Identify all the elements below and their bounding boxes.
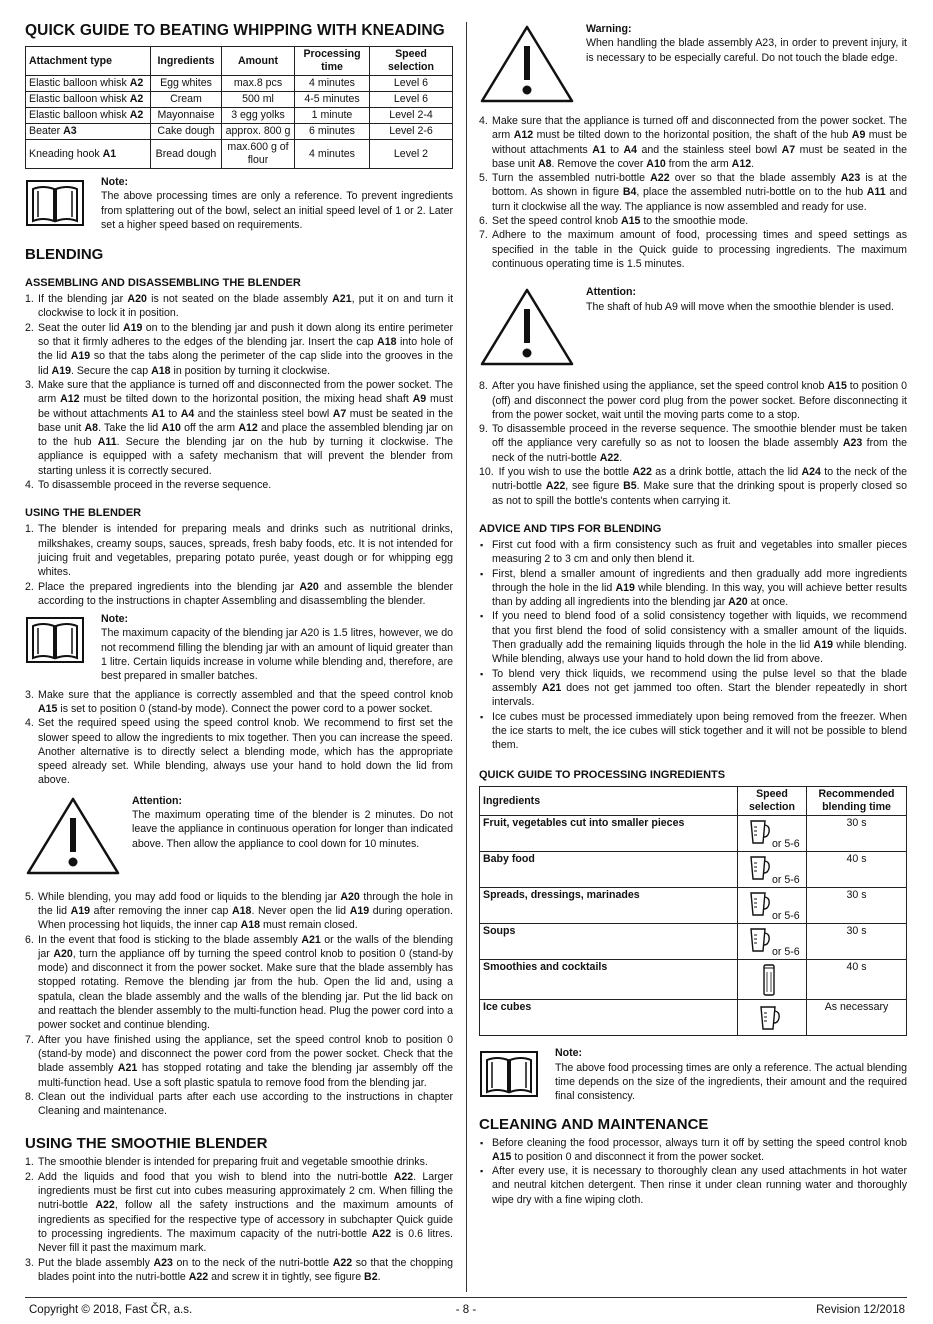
speed-alt: or 5-6 (772, 838, 800, 851)
list-item: 9. To disassemble proceed in the reverse sequence. The smoothie blender must be taken off the appliance very carefully so as not to loosen the blade assembly A23 from the neck of the nutri-bottle A22. (479, 423, 907, 464)
speed-alt: or 5-6 (772, 874, 800, 887)
footer-copyright: Copyright © 2018, Fast ČR, a.s. (29, 1304, 193, 1316)
list-item: ▪ First, blend a smaller amount of ingredients and then gradually add more ingredients through the hole in the lid A19 while blending. In this way, you will achieve better results than by adding all ingredients into the blending jar A20 at once. (480, 567, 907, 609)
attention-title: Attention: (586, 286, 637, 299)
th-time: Recommended blending time (807, 787, 907, 816)
list-item: 2. Add the liquids and food that you wish to blend into the nutri-bottle A22. Larger ingredients must be first cut into cubes measuring approximately 2 cm. When filling the nutri-bottle A22, follow all the safety instructions and the maximum amounts of ingredients as specified for the respective type of accessory in subchapter Quick guide to processing ingredients. The maximum capacity of the nutri-bottle A22 is 0.6 litres. Never fill it past the maximum mark. (25, 1170, 453, 1255)
cell-speed: Level 6 (370, 92, 453, 108)
cleaning-list (479, 1136, 907, 1207)
table-row (480, 1000, 907, 1036)
blender-jar-icon (748, 855, 770, 881)
advice-list (479, 538, 907, 752)
note-text: The above processing times are only a reference. To prevent ingredients from splattering out of the bowl, select an initial speed level of 1 or 2. Later set a higher speed based on requirements. (101, 190, 453, 231)
section-title-smoothie: USING THE SMOOTHIE BLENDER (25, 1135, 268, 1153)
cell-amount: 500 ml (222, 92, 295, 108)
note-box (25, 612, 453, 683)
table-row (480, 888, 907, 924)
attention-title: Attention: (132, 794, 183, 807)
column-divider (466, 22, 467, 1292)
cell-code: A1 (102, 147, 117, 160)
note-title: Note: (555, 1047, 583, 1060)
footer-page-number: - 8 - (455, 1304, 477, 1316)
speed-alt: or 5-6 (772, 910, 800, 923)
list-item: 1. The blender is intended for preparing meals and drinks such as nutritional drinks, milkshakes, creamy soups, sauces, spreads, fresh baby foods, etc. It is not intended for juicing fruit and vegetables, preparing potato purée, yeast dough or for whipping egg whites. (25, 523, 453, 579)
cell-time: 40 s (807, 852, 907, 888)
cell-speed: Level 2 (370, 140, 453, 169)
speed-alt: or 5-6 (772, 946, 800, 959)
subsection-title: QUICK GUIDE TO PROCESSING INGREDIENTS (479, 769, 726, 782)
cell-ingredient: Bread dough (151, 140, 222, 169)
cell-attachment: Elastic balloon whisk (29, 77, 130, 89)
th-speed: Speed selection (370, 47, 453, 76)
list-item: 8. After you have finished using the appliance, set the speed control knob A15 to position 0 (off) and disconnect the power cord plug from the power socket. Before disconnecting it from the power socket, wait until the moving parts come to a stop. (479, 380, 907, 421)
th-ingredients: Ingredients (151, 47, 222, 76)
list-item: 6. In the event that food is sticking to the blade assembly A21 or the walls of the blending jar A20, turn the appliance off by turning the speed control knob to position 0 (stand-by mode) and disconnect it from the power socket. Make sure that the blade assembly has stopped rotating. Remove the blending jar from the hub. Open the lid and, using a spatula, clean the blade assembly and the walls of the blending jar. Put the lid back on and reattach the blender assembly to the multi-function head. Plug the power cord into a power socket and continue blending. (25, 933, 454, 1032)
subsection-title: USING THE BLENDER (25, 507, 142, 520)
list-item: 4. Make sure that the appliance is turned off and disconnected from the power socket. The arm A12 must be tilted down to the horizontal position, the shaft of the hub A9 must be without attachments A1 to A4 and the stainless steel bowl A7 must be seated in the base unit A8. Remove the cover A10 from the arm A12. (479, 115, 907, 170)
th-ingredients: Ingredients (480, 787, 738, 816)
list-item: ▪ To blend very thick liquids, we recommend using the pulse level so that the blade assembly A21 does not get jammed too often. Start the blender repeatedly in short intervals. (480, 667, 907, 709)
open-book-icon (25, 616, 85, 664)
note-title: Note: (101, 613, 129, 626)
attention-text: The maximum operating time of the blender is 2 minutes. Do not leave the appliance in continuous operation for longer than indicated above. Then allow the appliance to cool down for 10 minutes. (132, 808, 453, 850)
table-row (480, 960, 907, 1000)
note-text: The maximum capacity of the blending jar A20 is 1.5 litres, however, we do not recommend filling the blending jar with an amount of liquid greater than 1 litre. Certain liquids increase in volume while blending and, therefore, are best prepared in smaller batches. (101, 627, 453, 683)
smoothie-steps-final (479, 379, 907, 508)
list-item: 6. Set the speed control knob A15 to the smoothie mode. (479, 215, 749, 228)
assembling-steps (25, 292, 453, 492)
cell-ingredient: Cream (151, 92, 222, 108)
list-item: 4. Set the required speed using the speed control knob. We recommend to first set the slower speed to allow the ingredients to mix together. Then you can increase the speed. Another alternative is to directly select a blending mode, which has the appropriate speed already set. While blending, always use your hand to hold down the lid from above. (25, 717, 453, 787)
cell-attachment: Beater (29, 125, 64, 137)
warning-text: When handling the blade assembly A23, in order to prevent injury, it is necessary to be especially careful. Do not touch the blade edge. (586, 37, 907, 64)
cell-ingredient: Cake dough (151, 124, 222, 140)
cell-time: 4 minutes (295, 76, 370, 92)
section-title-cleaning: CLEANING AND MAINTENANCE (479, 1115, 709, 1133)
right-column (479, 22, 907, 1207)
cell-code: A2 (129, 109, 144, 121)
note-box (25, 175, 453, 232)
table-row (26, 76, 453, 92)
using-steps-final (25, 890, 453, 1119)
blender-jar-icon (748, 927, 770, 953)
cell-time: 4 minutes (295, 140, 370, 169)
attention-text: The shaft of hub A9 will move when the smoothie blender is used. (586, 300, 894, 313)
list-item: ▪ First cut food with a firm consistency such as fruit and vegetables into smaller pieces measuring 2 to 3 cm and only then blend it. (480, 538, 907, 566)
list-item: 2. Seat the outer lid A19 on to the blending jar and push it down along its entire perimeter so that it firmly adheres to the edges of the blending jar. Insert the cap A18 into hole of the lid A19 so that the tabs along the perimeter of the cap slide into the grooves in the lid A19. Secure the cap A18 in position by turning it clockwise. (25, 321, 453, 377)
cell-ingredient: Mayonnaise (151, 108, 222, 124)
warning-title: Warning: (586, 23, 632, 35)
cell-time: 30 s (807, 888, 907, 924)
blender-jar-icon (748, 891, 770, 917)
warning-triangle-icon (25, 796, 121, 876)
left-column (25, 22, 453, 1284)
warning-triangle-icon (479, 287, 575, 367)
cell-speed: Level 6 (370, 76, 453, 92)
blender-jar-icon (758, 1005, 780, 1031)
table-row (26, 140, 453, 169)
list-item: 1. If the blending jar A20 is not seated on the blade assembly A21, put it on and turn it clockwise to lock it in position. (25, 293, 454, 320)
cell-ingredient: Fruit, vegetables cut into smaller pieces (480, 816, 738, 852)
table-row (480, 924, 907, 960)
th-speed: Speed selection (738, 787, 807, 816)
cell-amount: max.8 pcs (222, 76, 295, 92)
using-steps (25, 522, 453, 608)
table-row (480, 816, 907, 852)
list-item: 5. While blending, you may add food or liquids to the blending jar A20 through the hole in the lid A19 after removing the inner cap A18. Never open the lid A19 during operation. When processing hot liquids, the inner cap A18 must remain closed. (25, 890, 453, 932)
cell-speed: Level 2-4 (370, 108, 453, 124)
cell-amount: 3 egg yolks (222, 108, 295, 124)
list-item: 10. If you wish to use the bottle A22 as a drink bottle, attach the lid A24 to the neck of the nutri-bottle A22, see figure B5. Make sure that the drinking spout is properly closed so as not to spill the bottle's contents when carrying it. (479, 466, 907, 507)
list-item: 5. Turn the assembled nutri-bottle A22 over so that the blade assembly A23 is at the bottom. As shown in figure B4, place the assembled nutri-bottle on to the hub A11 and turn it clockwise all the way. The appliance is now assembled and ready for use. (479, 172, 907, 213)
blender-jar-icon (748, 819, 770, 845)
list-item: ▪ Ice cubes must be processed immediately upon being removed from the freezer. When the ice starts to melt, the ice cubes will stick together and it will not be possible to blend them. (480, 710, 907, 752)
list-item: 4. To disassemble proceed in the reverse sequence. (25, 479, 272, 492)
th-attachment: Attachment type (26, 47, 151, 76)
list-item: ▪ Before cleaning the food processor, always turn it off by setting the speed control knob A15 to position 0 and disconnect it from the power socket. (480, 1136, 907, 1163)
cell-time: 6 minutes (295, 124, 370, 140)
list-item: ▪ After every use, it is necessary to thoroughly clean any used attachments in hot water and neutral kitchen detergent. Then rinse it under clean running water and thoroughly wipe dry with a fine wiping cloth. (480, 1165, 907, 1206)
table-row (26, 108, 453, 124)
cell-ingredient: Baby food (480, 852, 738, 888)
attention-box (25, 794, 453, 880)
warning-triangle-icon (479, 24, 575, 104)
open-book-icon (25, 179, 85, 227)
cell-time: As necessary (807, 1000, 907, 1036)
list-item: 3. Make sure that the appliance is correctly assembled and that the speed control knob A15 is set to position 0 (stand-by mode). Connect the power cord to a power socket. (25, 688, 453, 715)
whipping-table (25, 46, 453, 169)
th-time: Processing time (295, 47, 370, 76)
list-item: ▪ If you need to blend food of a solid consistency together with liquids, we recommend that you first blend the food of solid consistency with a smaller amount of the liquids. Then gradually add the remaining liquids through the hole in the lid A19 while blending. While blending, always use your hand to hold down the lid from above. (480, 610, 907, 666)
processing-table (479, 786, 907, 1036)
cell-time: 30 s (807, 924, 907, 960)
list-item: 7. Adhere to the maximum amount of food, processing times and speed settings as specified in the table in the Quick guide to processing ingredients. The maximum continuous operating time is 1.5 minutes. (479, 229, 907, 270)
list-item: 2. Place the prepared ingredients into the blending jar A20 and assemble the blender according to the instructions in chapter Assembling and disassembling the blender. (25, 580, 453, 607)
cell-code: A2 (129, 77, 144, 89)
using-steps-continued (25, 688, 453, 788)
cell-amount: approx. 800 g (222, 124, 295, 140)
th-amount: Amount (222, 47, 295, 76)
smoothie-steps-continued (479, 114, 907, 271)
cell-ingredient: Spreads, dressings, marinades (480, 888, 738, 924)
list-item: 3. Make sure that the appliance is turned off and disconnected from the power socket. The arm A12 must be tilted down to the horizontal position, the mixing head shaft A9 must be without attachments A1 to A4 and the stainless steel bowl A7 must be seated in the base unit A8. Take the lid A10 off the arm A12 and place the assembled blending jar on to the hub A11. Secure the blending jar on the hub by turning it clockwise. The appliance is equipped with a safety mechanism that will prevent the blender from starting unless it is correctly secured. (25, 378, 453, 477)
list-item: 8. Clean out the individual parts after each use according to the instructions in chapter Cleaning and maintenance. (25, 1090, 453, 1118)
cell-attachment: Elastic balloon whisk (29, 93, 130, 105)
footer-revision: Revision 12/2018 (816, 1304, 905, 1316)
note-box (479, 1046, 907, 1103)
list-item: 7. After you have finished using the appliance, set the speed control knob to position 0 (stand-by mode) and disconnect the power cord from the power socket. Check that the blade assembly A21 has stopped rotating and take the blending jar assembly off the multi-function head. Use a soft plastic spatula to remove food from the blending jar. (25, 1033, 453, 1089)
cell-time: 40 s (807, 960, 907, 1000)
list-item: 3. Put the blade assembly A23 on to the neck of the nutri-bottle A22 so that the chopping blades point into the nutri-bottle A22 and screw it in tightly, see figure B2. (25, 1256, 453, 1283)
subsection-title: ASSEMBLING AND DISASSEMBLING THE BLENDER (25, 277, 301, 290)
cell-time: 1 minute (295, 108, 370, 124)
list-item: 1. The smoothie blender is intended for preparing fruit and vegetable smoothie drinks. (25, 1156, 428, 1169)
cell-amount: max.600 g of flour (222, 140, 295, 169)
attention-box (479, 285, 907, 369)
table-row (480, 852, 907, 888)
section-title-blending: BLENDING (25, 246, 104, 264)
note-text: The above food processing times are only a reference. The actual blending time depends on the size of the ingredients, their amount and the required final consistency. (555, 1061, 907, 1103)
note-title: Note: (101, 176, 129, 188)
quick-guide-title: QUICK GUIDE TO BEATING WHIPPING WITH KNEADING (25, 22, 445, 39)
cell-time: 30 s (807, 816, 907, 852)
cell-code: A2 (129, 93, 144, 105)
cell-ingredient: Soups (480, 924, 738, 960)
table-row (26, 92, 453, 108)
cell-ingredient: Ice cubes (480, 1000, 738, 1036)
cell-ingredient: Egg whites (151, 76, 222, 92)
page-footer (25, 1297, 907, 1316)
warning-box (479, 22, 907, 106)
subsection-title: ADVICE AND TIPS FOR BLENDING (479, 522, 662, 535)
cell-time: 4-5 minutes (295, 92, 370, 108)
cell-speed: Level 2-6 (370, 124, 453, 140)
smoothie-steps (25, 1155, 453, 1284)
table-row (26, 124, 453, 140)
open-book-icon (479, 1050, 539, 1098)
cell-code: A3 (63, 125, 77, 137)
cell-ingredient: Smoothies and cocktails (480, 960, 738, 1000)
smoothie-bottle-icon (762, 963, 776, 997)
cell-attachment: Kneading hook (29, 147, 103, 160)
cell-attachment: Elastic balloon whisk (29, 109, 130, 121)
